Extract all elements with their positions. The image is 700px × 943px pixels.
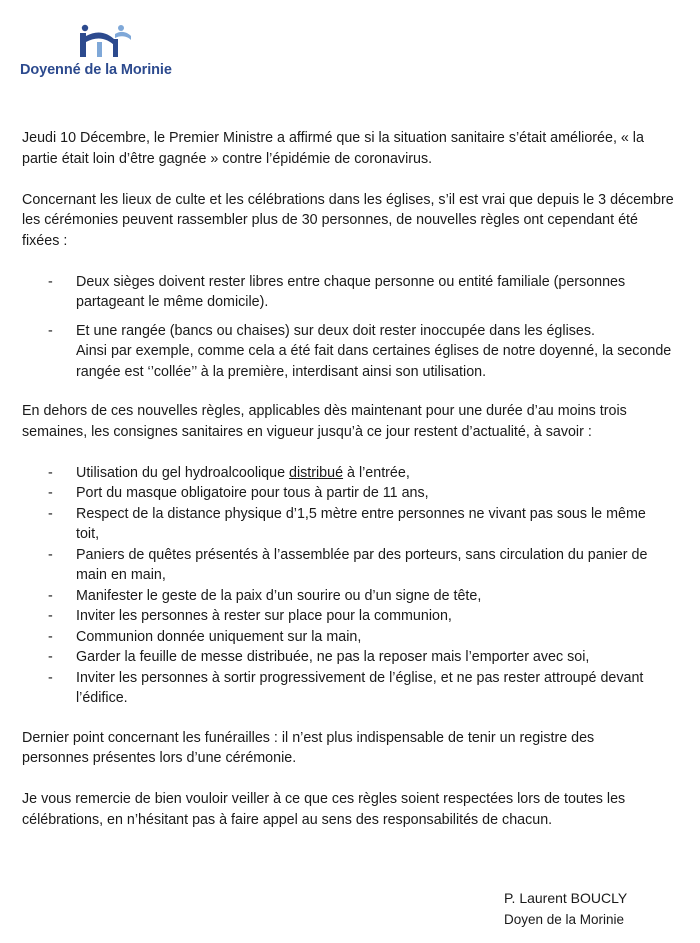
worship-paragraph [22,190,700,252]
text-line: toit, [76,526,100,542]
intro-paragraph [22,128,700,169]
text-line: célébrations, en n’hésitant pas à faire appel au sens des responsabilités de chacun. [22,811,553,828]
text-line: Jeudi 10 Décembre, le Premier Ministre a affirmé que si la situation sanitaire s’était améliorée, « la [22,130,644,146]
text-line: semaines, les consignes sanitaires en vigueur jusqu’à ce jour restent d’actualité, à savoir : [22,423,592,440]
letter-body [22,128,700,851]
text-line: partageant le même domicile). [76,294,269,310]
text-line: main en main, [76,567,166,583]
list-item [22,586,700,607]
text-line: Garder la feuille de messe distribuée, ne pas la reposer mais l’emporter avec soi, [76,649,590,665]
text-line: En dehors de ces nouvelles règles, applicables dès maintenant pour une durée d’au moins trois [22,403,627,419]
funerals-paragraph [22,728,700,769]
standing-rules-list [22,463,700,709]
closing-paragraph [22,789,700,830]
underlined-word: distribué [289,464,344,481]
text-line: partie était loin d’être gagnée » contre l’épidémie de coronavirus. [22,150,433,167]
list-item [22,504,700,545]
logo [20,18,185,88]
signatory-name: P. Laurent BOUCLY [504,890,628,906]
text-line: à l’entrée, [343,464,410,481]
text-line: Utilisation du gel hydroalcoolique [76,464,289,481]
signature-block [504,888,627,930]
list-item [22,606,700,627]
list-item [22,545,700,586]
text-line: Communion donnée uniquement sur la main, [76,628,362,645]
text-line: Concernant les lieux de culte et les célébrations dans les églises, s’il est vrai que depuis le 3 décembre [22,191,674,208]
text-line: Inviter les personnes à rester sur place pour la communion, [76,608,452,624]
list-item [22,647,700,668]
list-item [22,483,700,504]
list-item [22,668,700,709]
new-rules-list [22,272,700,383]
list-item [22,463,700,484]
text-line: Dernier point concernant les funérailles : il n’est plus indispensable de tenir un registre des [22,729,595,746]
deanery-logo-icon [75,24,133,60]
list-item [22,272,700,313]
text-line: Port du masque obligatoire pour tous à partir de 11 ans, [76,485,429,501]
text-line: personnes présentes lors d’une cérémonie. [22,750,297,766]
text-line: l’édifice. [76,690,128,706]
text-line: Deux sièges doivent rester libres entre chaque personne ou entité familiale (personnes [76,273,626,290]
text-line: rangée est ‘’collée’’ à la première, interdisant ainsi son utilisation. [76,363,487,380]
text-line: Respect de la distance physique d’1,5 mètre entre personnes ne vivant pas sous le même [76,505,646,522]
org-name: Doyenné de la Morinie [20,62,172,78]
text-line: Et une rangée (bancs ou chaises) sur deux doit rester inoccupée dans les églises. [76,322,595,339]
text-line: Ainsi par exemple, comme cela a été fait dans certaines églises de notre doyenné, la seconde [76,343,672,359]
text-line: Paniers de quêtes présentés à l’assemblée par des porteurs, sans circulation du panier de [76,546,648,563]
standing-rules-intro [22,401,700,442]
list-item [22,627,700,648]
signatory-role: Doyen de la Morinie [504,912,625,927]
text-line: Je vous remercie de bien vouloir veiller à ce que ces règles soient respectées lors de toutes les [22,791,626,807]
text-line: Manifester le geste de la paix d’un sourire ou d’un signe de tête, [76,587,482,604]
text-line: fixées : [22,232,68,249]
list-item [22,321,700,383]
text-line: Inviter les personnes à sortir progressivement de l’église, et ne pas rester attroupé devant [76,669,644,686]
text-line: les cérémonies peuvent rassembler plus de 30 personnes, de nouvelles règles ont cependant été [22,212,638,228]
